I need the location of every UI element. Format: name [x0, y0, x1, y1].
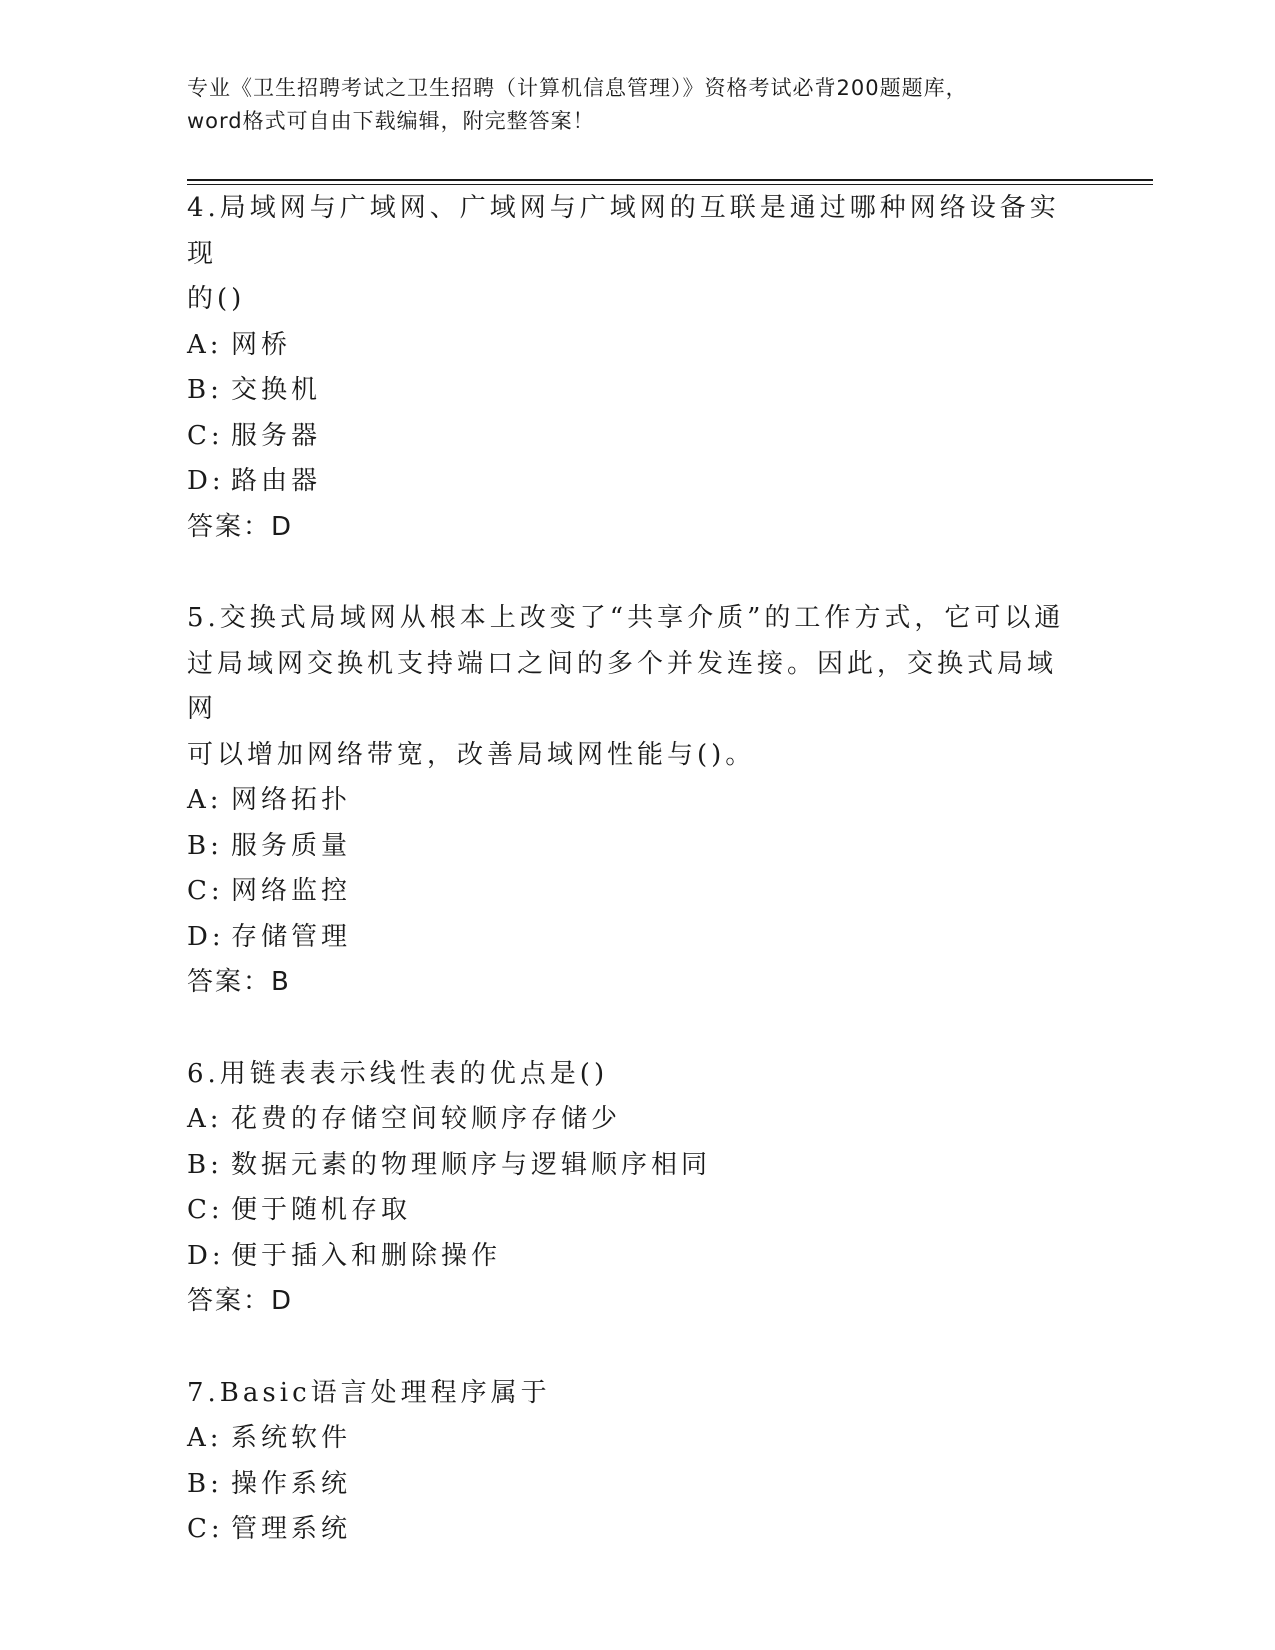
question-spacer — [187, 1325, 1087, 1371]
option-text: 系统软件 — [231, 1423, 352, 1453]
option-text: 网桥 — [231, 329, 292, 360]
option-a — [187, 778, 1087, 824]
question-6 — [187, 1052, 1087, 1325]
option-d — [187, 1234, 1087, 1280]
answer-line: 答案：B — [187, 967, 291, 997]
question-stem-line: 可以增加网络带宽，改善局域网性能与()。 — [187, 739, 756, 770]
question-7 — [187, 1371, 1087, 1553]
header-divider-thin — [187, 184, 1153, 185]
option-text: 花费的存储空间较顺序存储少 — [231, 1104, 622, 1134]
option-c — [187, 414, 1087, 460]
option-letter: C: — [187, 876, 224, 906]
option-text: 交换机 — [231, 375, 322, 405]
option-d — [187, 459, 1087, 505]
header-divider-thick — [187, 179, 1153, 181]
option-text: 网络拓扑 — [231, 785, 352, 815]
option-text: 路由器 — [231, 466, 322, 496]
option-letter: D: — [187, 921, 225, 952]
option-c — [187, 869, 1087, 915]
option-text: 存储管理 — [231, 921, 352, 952]
option-text: 服务质量 — [231, 830, 352, 861]
option-text: 便于插入和删除操作 — [231, 1240, 502, 1271]
option-d — [187, 915, 1087, 961]
option-text: 管理系统 — [231, 1514, 352, 1544]
option-a — [187, 1416, 1087, 1462]
option-letter: A: — [187, 1423, 223, 1453]
answer-line: 答案：D — [187, 1286, 294, 1316]
option-letter: A: — [187, 785, 223, 815]
document-header — [187, 72, 1087, 138]
option-letter: B: — [187, 830, 223, 861]
option-text: 便于随机存取 — [231, 1195, 412, 1225]
option-letter: B: — [187, 1468, 223, 1499]
option-letter: B: — [187, 1149, 223, 1180]
question-stem-line: 5.交换式局域网从根本上改变了“共享介质”的工作方式，它可以通 — [187, 603, 1065, 633]
option-text: 数据元素的物理顺序与逻辑顺序相同 — [231, 1149, 712, 1180]
option-b — [187, 368, 1087, 414]
option-letter: B: — [187, 375, 223, 405]
option-c — [187, 1507, 1087, 1553]
option-letter: C: — [187, 1514, 224, 1544]
question-stem-line: 4.局域网与广域网、广域网与广域网的互联是通过哪种网络设备实现 — [187, 193, 1060, 269]
question-stem-line: 过局域网交换机支持端口之间的多个并发连接。因此，交换式局域网 — [187, 648, 1058, 724]
question-stem-line: 6.用链表表示线性表的优点是() — [187, 1058, 609, 1089]
header-line-1: 专业《卫生招聘考试之卫生招聘（计算机信息管理）》资格考试必背200题题库， — [187, 76, 968, 100]
option-a — [187, 1097, 1087, 1143]
option-letter: D: — [187, 1240, 225, 1271]
option-b — [187, 1462, 1087, 1508]
option-text: 操作系统 — [231, 1468, 352, 1499]
option-b — [187, 1143, 1087, 1189]
question-spacer — [187, 1006, 1087, 1052]
question-spacer — [187, 550, 1087, 596]
option-letter: A: — [187, 1104, 223, 1134]
option-c — [187, 1188, 1087, 1234]
question-stem-line: 7.Basic语言处理程序属于 — [187, 1377, 551, 1408]
option-letter: C: — [187, 420, 224, 451]
question-5 — [187, 596, 1087, 1006]
option-letter: C: — [187, 1195, 224, 1225]
question-stem-line: 的() — [187, 284, 246, 314]
option-a — [187, 323, 1087, 369]
answer-line: 答案：D — [187, 511, 294, 542]
option-b — [187, 824, 1087, 870]
question-4 — [187, 186, 1087, 550]
option-text: 网络监控 — [231, 876, 352, 906]
option-letter: D: — [187, 466, 225, 496]
option-letter: A: — [187, 329, 223, 360]
question-list — [187, 186, 1087, 1553]
header-line-2: word格式可自由下载编辑，附完整答案！ — [187, 109, 595, 133]
option-text: 服务器 — [231, 420, 322, 451]
